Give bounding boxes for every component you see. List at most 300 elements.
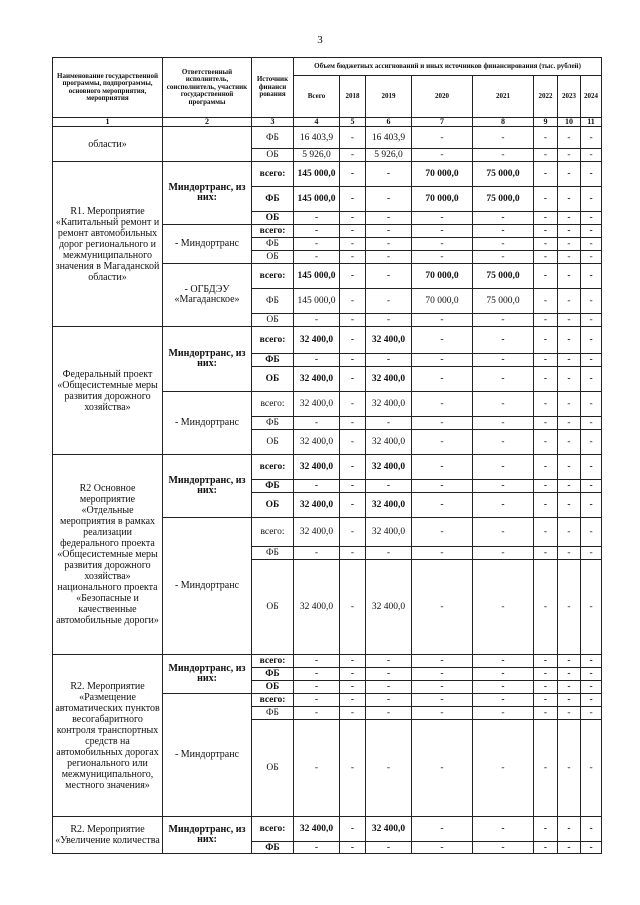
value-cell: - bbox=[581, 518, 602, 547]
source-cell: ОБ bbox=[252, 493, 294, 518]
value-cell: - bbox=[558, 480, 581, 493]
value-cell: - bbox=[340, 187, 366, 212]
value-cell: - bbox=[581, 187, 602, 212]
value-cell: - bbox=[558, 493, 581, 518]
value-cell: - bbox=[294, 720, 340, 817]
source-cell: ФБ bbox=[252, 127, 294, 149]
value-cell: - bbox=[340, 127, 366, 149]
value-cell: - bbox=[340, 842, 366, 854]
value-cell: - bbox=[581, 455, 602, 480]
value-cell: - bbox=[558, 225, 581, 238]
header-executor: Ответственный исполнитель, соисполнитель, участник государственной программы bbox=[163, 58, 252, 118]
value-cell: - bbox=[558, 560, 581, 655]
value-cell: - bbox=[473, 354, 534, 367]
value-cell: - bbox=[340, 354, 366, 367]
value-cell: - bbox=[340, 681, 366, 694]
value-cell: - bbox=[534, 707, 558, 720]
value-cell: - bbox=[534, 314, 558, 327]
table-row bbox=[53, 655, 602, 668]
value-cell: 70 000,0 bbox=[412, 289, 473, 314]
value-cell: - bbox=[558, 842, 581, 854]
value-cell: - bbox=[558, 455, 581, 480]
value-cell: 5 926,0 bbox=[294, 149, 340, 162]
value-cell: - bbox=[340, 251, 366, 264]
value-cell: 75 000,0 bbox=[473, 187, 534, 212]
value-cell: - bbox=[294, 480, 340, 493]
value-cell: - bbox=[473, 238, 534, 251]
source-cell: всего: bbox=[252, 327, 294, 354]
header-year: 2022 bbox=[534, 76, 558, 118]
value-cell: - bbox=[581, 707, 602, 720]
value-cell: - bbox=[534, 238, 558, 251]
value-cell: - bbox=[581, 127, 602, 149]
value-cell: - bbox=[558, 655, 581, 668]
source-cell: ФБ bbox=[252, 354, 294, 367]
value-cell: 32 400,0 bbox=[366, 817, 412, 842]
value-cell: - bbox=[534, 264, 558, 289]
value-cell: 32 400,0 bbox=[294, 493, 340, 518]
source-cell: ОБ bbox=[252, 430, 294, 455]
value-cell: - bbox=[294, 547, 340, 560]
value-cell: - bbox=[340, 392, 366, 417]
value-cell: - bbox=[581, 681, 602, 694]
header-year: 2019 bbox=[366, 76, 412, 118]
value-cell: - bbox=[581, 327, 602, 354]
table-row bbox=[53, 327, 602, 354]
value-cell: - bbox=[340, 480, 366, 493]
value-cell: - bbox=[473, 417, 534, 430]
value-cell: - bbox=[340, 560, 366, 655]
value-cell: 75 000,0 bbox=[473, 264, 534, 289]
value-cell: - bbox=[534, 289, 558, 314]
value-cell: - bbox=[581, 668, 602, 681]
value-cell: - bbox=[473, 547, 534, 560]
value-cell: - bbox=[366, 720, 412, 817]
value-cell: - bbox=[412, 354, 473, 367]
value-cell: 70 000,0 bbox=[412, 264, 473, 289]
source-cell: всего: bbox=[252, 518, 294, 547]
value-cell: - bbox=[558, 354, 581, 367]
value-cell: - bbox=[340, 707, 366, 720]
value-cell: - bbox=[581, 264, 602, 289]
source-cell: ОБ bbox=[252, 560, 294, 655]
column-number: 3 bbox=[252, 118, 294, 127]
value-cell: - bbox=[558, 681, 581, 694]
value-cell: - bbox=[340, 314, 366, 327]
value-cell: - bbox=[412, 694, 473, 707]
value-cell: - bbox=[558, 314, 581, 327]
value-cell: - bbox=[534, 162, 558, 187]
value-cell: 32 400,0 bbox=[294, 560, 340, 655]
value-cell: - bbox=[340, 817, 366, 842]
value-cell: - bbox=[340, 720, 366, 817]
value-cell: - bbox=[534, 480, 558, 493]
column-number: 4 bbox=[294, 118, 340, 127]
value-cell: - bbox=[412, 149, 473, 162]
value-cell: - bbox=[534, 367, 558, 392]
value-cell: - bbox=[366, 264, 412, 289]
executor-cell: Миндортранс, из них: bbox=[163, 655, 252, 694]
value-cell: 32 400,0 bbox=[294, 430, 340, 455]
value-cell: 16 403,9 bbox=[294, 127, 340, 149]
value-cell: - bbox=[294, 417, 340, 430]
value-cell: - bbox=[581, 842, 602, 854]
value-cell: - bbox=[534, 417, 558, 430]
value-cell: - bbox=[534, 212, 558, 225]
value-cell: - bbox=[340, 212, 366, 225]
value-cell: 32 400,0 bbox=[294, 327, 340, 354]
value-cell: - bbox=[340, 430, 366, 455]
value-cell: - bbox=[366, 354, 412, 367]
value-cell: - bbox=[340, 289, 366, 314]
value-cell: - bbox=[412, 455, 473, 480]
header-volume: Объем бюджетных ассигнований и иных источников финансирования (тыс. рублей) bbox=[294, 58, 602, 76]
value-cell: - bbox=[412, 127, 473, 149]
value-cell: - bbox=[581, 149, 602, 162]
executor-cell: Миндортранс, из них: bbox=[163, 327, 252, 392]
value-cell: - bbox=[366, 162, 412, 187]
value-cell: 145 000,0 bbox=[294, 162, 340, 187]
value-cell: - bbox=[534, 251, 558, 264]
source-cell: ОБ bbox=[252, 367, 294, 392]
value-cell: - bbox=[366, 212, 412, 225]
value-cell: - bbox=[294, 681, 340, 694]
value-cell: - bbox=[412, 367, 473, 392]
value-cell: 32 400,0 bbox=[366, 560, 412, 655]
value-cell: - bbox=[534, 327, 558, 354]
executor-cell: Миндортранс, из них: bbox=[163, 817, 252, 854]
value-cell: - bbox=[534, 694, 558, 707]
source-cell: ФБ bbox=[252, 187, 294, 212]
header-year: 2021 bbox=[473, 76, 534, 118]
value-cell: - bbox=[366, 417, 412, 430]
value-cell: - bbox=[294, 354, 340, 367]
value-cell: - bbox=[294, 668, 340, 681]
value-cell: - bbox=[340, 225, 366, 238]
value-cell: 70 000,0 bbox=[412, 187, 473, 212]
value-cell: - bbox=[366, 289, 412, 314]
source-cell: ОБ bbox=[252, 251, 294, 264]
column-number: 5 bbox=[340, 118, 366, 127]
value-cell: 75 000,0 bbox=[473, 162, 534, 187]
value-cell: 75 000,0 bbox=[473, 289, 534, 314]
column-number: 11 bbox=[581, 118, 602, 127]
value-cell: - bbox=[534, 720, 558, 817]
value-cell: - bbox=[581, 392, 602, 417]
value-cell: - bbox=[473, 127, 534, 149]
value-cell: - bbox=[412, 225, 473, 238]
source-cell: ФБ bbox=[252, 417, 294, 430]
source-cell: всего: bbox=[252, 392, 294, 417]
value-cell: - bbox=[340, 493, 366, 518]
value-cell: - bbox=[366, 187, 412, 212]
value-cell: 70 000,0 bbox=[412, 162, 473, 187]
executor-cell: Миндортранс, из них: bbox=[163, 162, 252, 225]
value-cell: - bbox=[581, 289, 602, 314]
value-cell: - bbox=[294, 212, 340, 225]
value-cell: - bbox=[340, 149, 366, 162]
value-cell: - bbox=[412, 707, 473, 720]
value-cell: - bbox=[534, 817, 558, 842]
value-cell: - bbox=[558, 127, 581, 149]
source-cell: всего: bbox=[252, 694, 294, 707]
value-cell: - bbox=[366, 707, 412, 720]
value-cell: - bbox=[558, 720, 581, 817]
source-cell: всего: bbox=[252, 817, 294, 842]
value-cell: - bbox=[412, 314, 473, 327]
value-cell: - bbox=[558, 547, 581, 560]
value-cell: - bbox=[473, 817, 534, 842]
value-cell: - bbox=[581, 547, 602, 560]
executor-cell: - ОГБДЭУ «Магаданское» bbox=[163, 264, 252, 327]
value-cell: - bbox=[366, 655, 412, 668]
value-cell: - bbox=[581, 367, 602, 392]
column-number: 7 bbox=[412, 118, 473, 127]
value-cell: - bbox=[294, 707, 340, 720]
value-cell: - bbox=[534, 392, 558, 417]
value-cell: - bbox=[366, 314, 412, 327]
value-cell: - bbox=[473, 212, 534, 225]
value-cell: - bbox=[581, 493, 602, 518]
value-cell: - bbox=[412, 480, 473, 493]
value-cell: - bbox=[581, 560, 602, 655]
value-cell: - bbox=[340, 668, 366, 681]
value-cell: - bbox=[558, 264, 581, 289]
value-cell: - bbox=[473, 681, 534, 694]
source-cell: всего: bbox=[252, 655, 294, 668]
value-cell: - bbox=[412, 655, 473, 668]
source-cell: всего: bbox=[252, 225, 294, 238]
value-cell: - bbox=[412, 430, 473, 455]
column-number: 1 bbox=[53, 118, 163, 127]
page-number: 3 bbox=[317, 34, 323, 46]
value-cell: 32 400,0 bbox=[366, 518, 412, 547]
executor-cell: - Миндортранс bbox=[163, 392, 252, 455]
value-cell: - bbox=[558, 327, 581, 354]
value-cell: - bbox=[534, 127, 558, 149]
value-cell: - bbox=[340, 694, 366, 707]
value-cell: - bbox=[412, 720, 473, 817]
value-cell: - bbox=[294, 314, 340, 327]
value-cell: - bbox=[473, 842, 534, 854]
value-cell: - bbox=[412, 327, 473, 354]
value-cell: - bbox=[581, 251, 602, 264]
header-year: 2024 bbox=[581, 76, 602, 118]
program-name-cell: R1. Мероприятие «Капитальный ремонт и ремонт автомобильных дорог регионального и межмуниципального значения в Магаданской области» bbox=[53, 162, 163, 327]
value-cell: - bbox=[473, 668, 534, 681]
value-cell: - bbox=[558, 417, 581, 430]
value-cell: - bbox=[558, 694, 581, 707]
value-cell: - bbox=[558, 392, 581, 417]
value-cell: - bbox=[534, 455, 558, 480]
value-cell: - bbox=[581, 655, 602, 668]
source-cell: ФБ bbox=[252, 668, 294, 681]
value-cell: - bbox=[581, 212, 602, 225]
column-number: 6 bbox=[366, 118, 412, 127]
source-cell: всего: bbox=[252, 162, 294, 187]
value-cell: - bbox=[558, 162, 581, 187]
value-cell: 32 400,0 bbox=[366, 430, 412, 455]
value-cell: 32 400,0 bbox=[294, 518, 340, 547]
source-cell: ОБ bbox=[252, 681, 294, 694]
value-cell: - bbox=[366, 238, 412, 251]
value-cell: - bbox=[534, 225, 558, 238]
value-cell: - bbox=[473, 430, 534, 455]
source-cell: ФБ bbox=[252, 480, 294, 493]
header-year: 2020 bbox=[412, 76, 473, 118]
value-cell: - bbox=[534, 187, 558, 212]
value-cell: 32 400,0 bbox=[294, 392, 340, 417]
value-cell: 145 000,0 bbox=[294, 187, 340, 212]
column-number: 2 bbox=[163, 118, 252, 127]
value-cell: - bbox=[412, 238, 473, 251]
column-number: 10 bbox=[558, 118, 581, 127]
budget-table bbox=[52, 57, 602, 854]
value-cell: - bbox=[473, 251, 534, 264]
value-cell: - bbox=[473, 225, 534, 238]
value-cell: 32 400,0 bbox=[294, 817, 340, 842]
value-cell: - bbox=[340, 518, 366, 547]
value-cell: - bbox=[558, 187, 581, 212]
value-cell: - bbox=[412, 547, 473, 560]
value-cell: - bbox=[340, 238, 366, 251]
value-cell: - bbox=[473, 518, 534, 547]
value-cell: - bbox=[473, 392, 534, 417]
source-cell: ФБ bbox=[252, 289, 294, 314]
table-row bbox=[53, 162, 602, 187]
value-cell: - bbox=[558, 289, 581, 314]
value-cell: - bbox=[340, 162, 366, 187]
value-cell: - bbox=[534, 842, 558, 854]
value-cell: - bbox=[366, 694, 412, 707]
value-cell: - bbox=[412, 493, 473, 518]
value-cell: - bbox=[558, 367, 581, 392]
value-cell: - bbox=[294, 251, 340, 264]
executor-cell: - Миндортранс bbox=[163, 225, 252, 264]
header-source: Источник финанси рования bbox=[252, 58, 294, 118]
source-cell: ФБ bbox=[252, 547, 294, 560]
value-cell: - bbox=[534, 655, 558, 668]
source-cell: ОБ bbox=[252, 314, 294, 327]
source-cell: всего: bbox=[252, 264, 294, 289]
header-name: Наименование государственной программы, подпрограммы, основного мероприятия, мероприятия bbox=[53, 58, 163, 118]
value-cell: 145 000,0 bbox=[294, 289, 340, 314]
executor-cell: Миндортранс, из них: bbox=[163, 455, 252, 518]
value-cell: - bbox=[558, 707, 581, 720]
value-cell: 32 400,0 bbox=[366, 455, 412, 480]
value-cell: 16 403,9 bbox=[366, 127, 412, 149]
program-name-cell: области» bbox=[53, 127, 163, 162]
value-cell: - bbox=[558, 668, 581, 681]
value-cell: - bbox=[581, 694, 602, 707]
value-cell: - bbox=[294, 842, 340, 854]
source-cell: ОБ bbox=[252, 720, 294, 817]
value-cell: - bbox=[412, 392, 473, 417]
value-cell: - bbox=[412, 681, 473, 694]
value-cell: - bbox=[366, 251, 412, 264]
value-cell: - bbox=[412, 417, 473, 430]
value-cell: - bbox=[558, 212, 581, 225]
column-number: 8 bbox=[473, 118, 534, 127]
value-cell: - bbox=[412, 817, 473, 842]
header-year: 2018 bbox=[340, 76, 366, 118]
value-cell: - bbox=[473, 694, 534, 707]
value-cell: - bbox=[340, 264, 366, 289]
value-cell: - bbox=[581, 417, 602, 430]
value-cell: - bbox=[581, 238, 602, 251]
value-cell: - bbox=[558, 238, 581, 251]
value-cell: - bbox=[412, 518, 473, 547]
value-cell: - bbox=[366, 668, 412, 681]
value-cell: - bbox=[558, 430, 581, 455]
value-cell: - bbox=[412, 560, 473, 655]
value-cell: - bbox=[473, 655, 534, 668]
executor-cell bbox=[163, 127, 252, 162]
value-cell: - bbox=[581, 162, 602, 187]
value-cell: - bbox=[534, 681, 558, 694]
value-cell: - bbox=[473, 455, 534, 480]
value-cell: - bbox=[581, 314, 602, 327]
value-cell: - bbox=[581, 225, 602, 238]
value-cell: - bbox=[366, 225, 412, 238]
value-cell: 145 000,0 bbox=[294, 264, 340, 289]
value-cell: - bbox=[534, 518, 558, 547]
value-cell: 32 400,0 bbox=[366, 392, 412, 417]
value-cell: 5 926,0 bbox=[366, 149, 412, 162]
value-cell: - bbox=[473, 480, 534, 493]
source-cell: ФБ bbox=[252, 842, 294, 854]
value-cell: - bbox=[294, 225, 340, 238]
value-cell: - bbox=[473, 367, 534, 392]
table-row bbox=[53, 127, 602, 149]
value-cell: - bbox=[473, 149, 534, 162]
value-cell: - bbox=[412, 251, 473, 264]
program-name-cell: Федеральный проект «Общесистемные меры развития дорожного хозяйства» bbox=[53, 327, 163, 455]
value-cell: 32 400,0 bbox=[366, 327, 412, 354]
value-cell: - bbox=[581, 817, 602, 842]
value-cell: - bbox=[534, 493, 558, 518]
value-cell: - bbox=[412, 842, 473, 854]
value-cell: - bbox=[473, 327, 534, 354]
executor-cell: - Миндортранс bbox=[163, 518, 252, 655]
value-cell: - bbox=[473, 720, 534, 817]
value-cell: - bbox=[581, 354, 602, 367]
value-cell: - bbox=[581, 480, 602, 493]
value-cell: - bbox=[340, 327, 366, 354]
column-number: 9 bbox=[534, 118, 558, 127]
header-year: 2023 bbox=[558, 76, 581, 118]
value-cell: - bbox=[340, 417, 366, 430]
source-cell: всего: bbox=[252, 455, 294, 480]
value-cell: - bbox=[366, 547, 412, 560]
value-cell: - bbox=[340, 455, 366, 480]
value-cell: - bbox=[294, 655, 340, 668]
value-cell: - bbox=[412, 668, 473, 681]
program-name-cell: R2. Мероприятие «Размещение автоматических пунктов весогабаритного контроля транспортных средств на автомобильных дорогах регионального или межмуниципального, местного значения» bbox=[53, 655, 163, 817]
value-cell: - bbox=[534, 668, 558, 681]
value-cell: - bbox=[473, 707, 534, 720]
value-cell: - bbox=[534, 149, 558, 162]
value-cell: - bbox=[581, 430, 602, 455]
value-cell: - bbox=[558, 518, 581, 547]
value-cell: 32 400,0 bbox=[294, 455, 340, 480]
value-cell: - bbox=[294, 694, 340, 707]
value-cell: - bbox=[534, 560, 558, 655]
value-cell: - bbox=[340, 367, 366, 392]
value-cell: - bbox=[366, 842, 412, 854]
value-cell: 32 400,0 bbox=[366, 493, 412, 518]
value-cell: - bbox=[340, 655, 366, 668]
